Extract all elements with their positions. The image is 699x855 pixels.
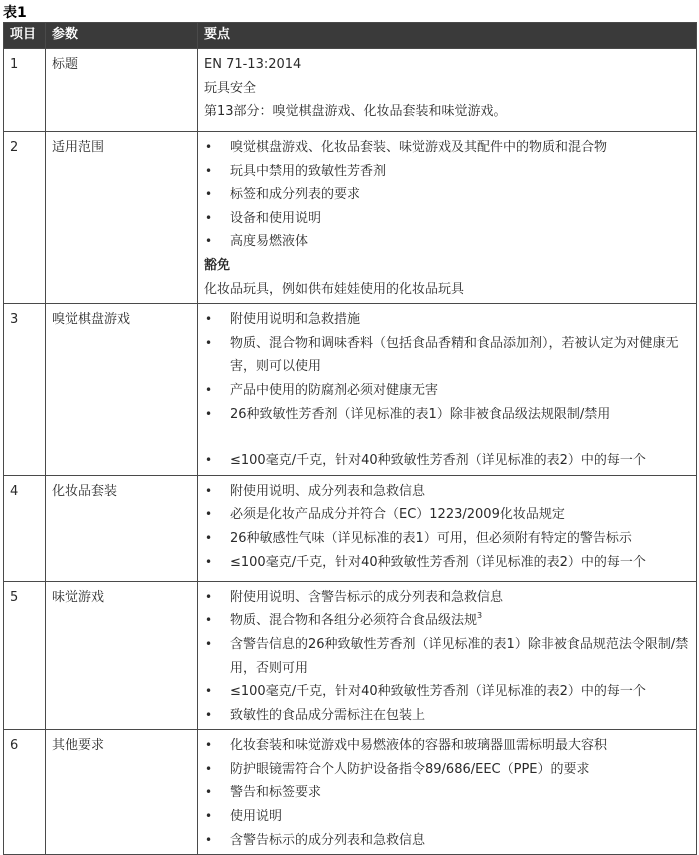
list-item: • 附使用说明、含警告标示的成分列表和急救信息 bbox=[204, 586, 696, 610]
bullet-list bbox=[204, 308, 696, 426]
row-number: 2 bbox=[4, 132, 46, 304]
row-points bbox=[198, 475, 697, 581]
row-points bbox=[198, 730, 697, 855]
row-param: 嗅觉棋盘游戏 bbox=[46, 304, 198, 476]
row-points bbox=[198, 304, 697, 476]
list-item: • 含警告标示的成分列表和急救信息 bbox=[204, 829, 696, 853]
bullet-list bbox=[204, 734, 696, 852]
list-item: • 物质、混合物和调味香料（包括食品香精和食品添加剂），若被认定为对健康无害，则可以使用 bbox=[204, 332, 696, 379]
exemption-text: 化妆品玩具，例如供布娃娃使用的化妆品玩具 bbox=[204, 281, 465, 297]
exemption-title: 豁免 bbox=[204, 257, 231, 273]
standard-number: EN 71-13:2014 bbox=[204, 57, 302, 72]
list-item: • 高度易燃液体 bbox=[204, 230, 696, 254]
row-param: 化妆品套装 bbox=[46, 475, 198, 581]
list-item: • 产品中使用的防腐剂必须对健康无害 bbox=[204, 379, 696, 403]
list-item: • 必须是化妆产品成分并符合（EC）1223/2009化妆品规定 bbox=[204, 503, 696, 527]
list-item: • 警告和标签要求 bbox=[204, 781, 696, 805]
list-item: • 致敏性的食品成分需标注在包装上 bbox=[204, 704, 696, 728]
list-item: • 防护眼镜需符合个人防护设备指令89/686/EEC（PPE）的要求 bbox=[204, 758, 696, 782]
table-caption: 表1 bbox=[3, 5, 27, 21]
table-row bbox=[4, 730, 697, 855]
row-points bbox=[198, 49, 697, 132]
table-row bbox=[4, 132, 697, 304]
footnote-marker: 3 bbox=[477, 611, 483, 621]
row-number: 3 bbox=[4, 304, 46, 476]
bullet-list bbox=[204, 136, 696, 254]
list-item-text: 物质、混合物和各组分必须符合食品级法规 bbox=[230, 613, 478, 629]
list-item: • 26种敏感性气味（详见标准的表1）可用，但必须附有特定的警告标示 bbox=[204, 527, 696, 551]
list-item: • 26种致敏性芳香剂（详见标准的表1）除非被食品级法规限制/禁用 bbox=[204, 403, 696, 427]
table-row bbox=[4, 581, 697, 730]
row-param: 适用范围 bbox=[46, 132, 198, 304]
table-row bbox=[4, 49, 697, 132]
list-item: • ≤100毫克/千克，针对40种致敏性芳香剂（详见标准的表2）中的每一个 bbox=[204, 680, 696, 704]
list-item: • 附使用说明和急救措施 bbox=[204, 308, 696, 332]
table-row bbox=[4, 475, 697, 581]
row-points bbox=[198, 132, 697, 304]
spacer bbox=[204, 426, 696, 449]
standard-title: 玩具安全 bbox=[204, 80, 257, 96]
header-item: 项目 bbox=[4, 23, 46, 49]
bullet-list bbox=[204, 480, 696, 574]
list-item: • 附使用说明、成分列表和急救信息 bbox=[204, 480, 696, 504]
standard-part: 第13部分：嗅觉棋盘游戏、化妆品套装和味觉游戏。 bbox=[204, 104, 507, 120]
list-item: • 标签和成分列表的要求 bbox=[204, 183, 696, 207]
row-points bbox=[198, 581, 697, 730]
table-header-row bbox=[4, 23, 697, 49]
row-number: 4 bbox=[4, 475, 46, 581]
requirements-table bbox=[3, 22, 697, 855]
row-number: 5 bbox=[4, 581, 46, 730]
row-param: 标题 bbox=[46, 49, 198, 132]
table-row bbox=[4, 304, 697, 476]
list-item: • ≤100毫克/千克，针对40种致敏性芳香剂（详见标准的表2）中的每一个 bbox=[204, 551, 696, 575]
header-param: 参数 bbox=[46, 23, 198, 49]
bullet-list bbox=[204, 586, 696, 728]
row-number: 1 bbox=[4, 49, 46, 132]
list-item: • ≤100毫克/千克，针对40种致敏性芳香剂（详见标准的表2）中的每一个 bbox=[204, 449, 696, 473]
list-item: • 化妆套装和味觉游戏中易燃液体的容器和玻璃器皿需标明最大容积 bbox=[204, 734, 696, 758]
list-item: • 设备和使用说明 bbox=[204, 207, 696, 231]
list-item: • 嗅觉棋盘游戏、化妆品套装、味觉游戏及其配件中的物质和混合物 bbox=[204, 136, 696, 160]
list-item bbox=[204, 609, 696, 633]
header-points: 要点 bbox=[198, 23, 697, 49]
list-item: • 使用说明 bbox=[204, 805, 696, 829]
row-number: 6 bbox=[4, 730, 46, 855]
list-item: • 玩具中禁用的致敏性芳香剂 bbox=[204, 160, 696, 184]
bullet-list bbox=[204, 449, 696, 473]
row-param: 其他要求 bbox=[46, 730, 198, 855]
row-param: 味觉游戏 bbox=[46, 581, 198, 730]
list-item: • 含警告信息的26种致敏性芳香剂（详见标准的表1）除非被食品规范法令限制/禁用，否则可用 bbox=[204, 633, 696, 680]
